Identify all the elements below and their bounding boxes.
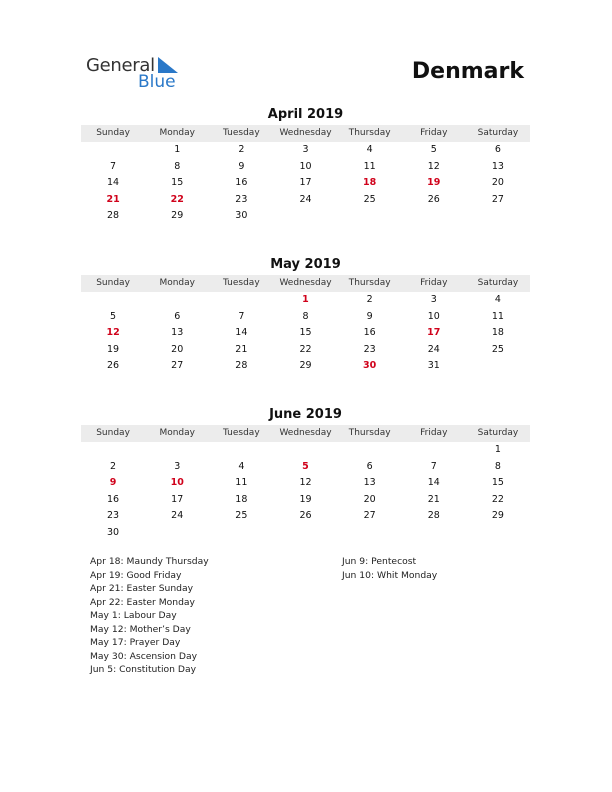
day-cell: 8 [494, 460, 501, 472]
holiday-entry: Jun 9: Pentecost [342, 556, 417, 567]
week-row [81, 159, 530, 176]
day-cell: 23 [235, 193, 248, 205]
day-cell: 19 [107, 343, 120, 355]
day-cell: 7 [238, 310, 245, 322]
day-cell: 1 [174, 144, 181, 155]
day-cell: 17 [171, 493, 184, 505]
month-title: April 2019 [267, 107, 344, 122]
empty-cell [145, 442, 209, 459]
day-header-row [81, 425, 530, 442]
logo-flag-icon [158, 57, 178, 73]
day-header: Wednesday [279, 278, 332, 288]
empty-cell [338, 525, 402, 542]
day-header: Thursday [348, 128, 391, 138]
month-title: June 2019 [269, 407, 342, 422]
day-cell: 12 [106, 327, 120, 338]
day-cell: 4 [494, 294, 501, 305]
empty-cell [466, 208, 530, 225]
month-may [81, 256, 530, 375]
empty-cell [273, 525, 337, 542]
week-row [81, 175, 530, 192]
day-cell: 27 [171, 360, 184, 371]
week-row [81, 192, 530, 209]
day-cell: 30 [107, 526, 120, 538]
day-cell: 13 [363, 477, 376, 488]
day-cell: 10 [427, 310, 440, 322]
empty-cell [209, 292, 273, 309]
day-header: Saturday [477, 278, 519, 288]
empty-cell [273, 208, 337, 225]
empty-cell [81, 142, 145, 159]
day-cell: 24 [299, 193, 312, 205]
day-header: Sunday [96, 278, 130, 288]
day-cell: 14 [235, 327, 248, 338]
day-cell: 9 [109, 477, 117, 488]
day-cell: 26 [427, 193, 440, 205]
day-header: Friday [420, 278, 448, 288]
day-cell: 2 [110, 460, 117, 472]
holiday-entry: May 12: Mother’s Day [90, 623, 191, 635]
empty-cell [402, 208, 466, 225]
empty-cell [402, 442, 466, 459]
day-header: Friday [420, 428, 448, 438]
week-row [81, 292, 530, 309]
day-cell: 28 [107, 210, 120, 221]
holiday-entry: Apr 21: Easter Sunday [90, 583, 194, 594]
day-header: Saturday [477, 128, 519, 138]
day-cell: 20 [491, 177, 504, 188]
day-header: Thursday [348, 278, 391, 288]
day-header: Tuesday [223, 128, 260, 138]
day-header-row [81, 275, 530, 292]
holiday-entry: Apr 18: Maundy Thursday [90, 556, 209, 567]
holiday-entry: Apr 22: Easter Monday [90, 596, 195, 608]
day-cell: 3 [174, 460, 181, 472]
day-cell: 26 [299, 510, 312, 521]
empty-cell [273, 442, 337, 459]
day-cell: 25 [235, 510, 248, 521]
day-cell: 12 [299, 477, 312, 488]
day-cell: 19 [299, 493, 312, 505]
day-cell: 30 [363, 360, 377, 371]
day-cell: 13 [171, 327, 184, 338]
day-cell: 23 [363, 343, 376, 355]
day-cell: 24 [171, 510, 184, 521]
day-cell: 19 [427, 177, 441, 188]
day-cell: 12 [427, 160, 440, 172]
day-cell: 26 [107, 360, 120, 371]
day-cell: 14 [427, 477, 440, 488]
day-cell: 5 [110, 310, 117, 322]
day-cell: 9 [238, 160, 245, 172]
holiday-entry: Apr 19: Good Friday [90, 569, 182, 581]
day-header: Saturday [477, 428, 519, 438]
day-cell: 10 [299, 160, 312, 172]
day-cell: 18 [363, 177, 377, 188]
day-header: Monday [159, 128, 195, 138]
month-title: May 2019 [270, 257, 341, 272]
day-cell: 21 [106, 193, 120, 205]
day-cell: 20 [171, 343, 184, 355]
week-row [81, 309, 530, 326]
day-cell: 31 [427, 360, 440, 371]
empty-cell [145, 525, 209, 542]
day-header: Tuesday [223, 428, 260, 438]
holiday-entry: Jun 10: Whit Monday [342, 569, 438, 581]
day-cell: 3 [430, 294, 437, 305]
day-cell: 8 [302, 310, 309, 322]
day-cell: 27 [363, 510, 376, 521]
day-cell: 25 [491, 343, 504, 355]
day-header: Wednesday [279, 428, 332, 438]
day-cell: 11 [363, 160, 376, 172]
day-header-row [81, 125, 530, 142]
week-row [81, 525, 530, 542]
empty-cell [145, 292, 209, 309]
day-cell: 28 [235, 360, 248, 371]
day-cell: 30 [235, 210, 248, 221]
holiday-entry: May 17: Prayer Day [90, 637, 181, 648]
day-header: Friday [420, 128, 448, 138]
empty-cell [338, 208, 402, 225]
empty-cell [338, 442, 402, 459]
day-cell: 6 [494, 144, 501, 155]
day-cell: 22 [170, 193, 184, 205]
day-cell: 15 [491, 477, 504, 488]
day-cell: 22 [299, 343, 312, 355]
day-cell: 27 [491, 193, 504, 205]
day-cell: 16 [363, 327, 376, 338]
day-cell: 1 [494, 444, 501, 455]
day-header: Tuesday [223, 278, 260, 288]
empty-cell [81, 292, 145, 309]
day-cell: 28 [427, 510, 440, 521]
day-header: Sunday [96, 128, 130, 138]
day-cell: 3 [302, 144, 309, 155]
week-row [81, 508, 530, 525]
day-cell: 5 [302, 460, 309, 472]
day-cell: 8 [174, 160, 181, 172]
day-cell: 13 [491, 160, 504, 172]
day-cell: 10 [170, 477, 184, 488]
holiday-entry: May 30: Ascension Day [90, 650, 198, 662]
day-cell: 6 [366, 460, 373, 472]
day-cell: 22 [491, 493, 504, 505]
empty-cell [466, 358, 530, 375]
week-row [81, 442, 530, 459]
day-cell: 20 [363, 493, 376, 505]
day-cell: 2 [238, 144, 245, 155]
week-row [81, 459, 530, 476]
day-header: Monday [159, 428, 195, 438]
empty-cell [466, 525, 530, 542]
logo [86, 56, 196, 92]
day-cell: 7 [110, 160, 117, 172]
day-header: Sunday [96, 428, 130, 438]
day-cell: 9 [366, 310, 373, 322]
week-row [81, 492, 530, 509]
day-cell: 2 [366, 294, 373, 305]
empty-cell [81, 442, 145, 459]
month-june [81, 406, 530, 541]
week-row [81, 342, 530, 359]
day-cell: 16 [235, 177, 248, 188]
empty-cell [209, 525, 273, 542]
day-cell: 11 [491, 310, 504, 322]
day-cell: 7 [430, 460, 437, 472]
day-cell: 4 [238, 460, 245, 472]
logo-general-text: General [86, 55, 155, 76]
day-header: Thursday [348, 428, 391, 438]
day-cell: 16 [107, 493, 120, 505]
week-row [81, 325, 530, 342]
day-cell: 6 [174, 310, 181, 322]
week-row [81, 208, 530, 225]
day-cell: 17 [299, 177, 312, 188]
day-cell: 29 [491, 510, 504, 521]
day-cell: 29 [171, 210, 184, 221]
day-cell: 15 [299, 327, 312, 338]
day-header: Wednesday [279, 128, 332, 138]
day-cell: 11 [235, 477, 248, 488]
day-cell: 21 [235, 343, 248, 355]
day-cell: 5 [430, 144, 437, 155]
day-header: Monday [159, 278, 195, 288]
holiday-entry: Jun 5: Constitution Day [90, 664, 197, 675]
logo-blue-text: Blue [138, 72, 176, 92]
week-row [81, 142, 530, 159]
day-cell: 25 [363, 193, 376, 205]
day-cell: 24 [427, 343, 440, 355]
day-cell: 18 [491, 327, 504, 338]
holiday-list-right [342, 555, 437, 582]
day-cell: 18 [235, 493, 248, 505]
empty-cell [402, 525, 466, 542]
day-cell: 4 [366, 144, 373, 155]
day-cell: 23 [107, 510, 120, 521]
day-cell: 1 [302, 294, 309, 305]
country-title: Denmark [411, 59, 524, 84]
day-cell: 14 [107, 177, 120, 188]
week-row [81, 358, 530, 375]
day-cell: 17 [427, 327, 441, 338]
day-cell: 29 [299, 360, 312, 371]
day-cell: 15 [171, 177, 184, 188]
holiday-list-left [90, 555, 209, 677]
week-row [81, 475, 530, 492]
empty-cell [209, 442, 273, 459]
day-cell: 21 [427, 493, 440, 505]
month-april [81, 106, 530, 225]
holiday-entry: May 1: Labour Day [90, 610, 177, 621]
